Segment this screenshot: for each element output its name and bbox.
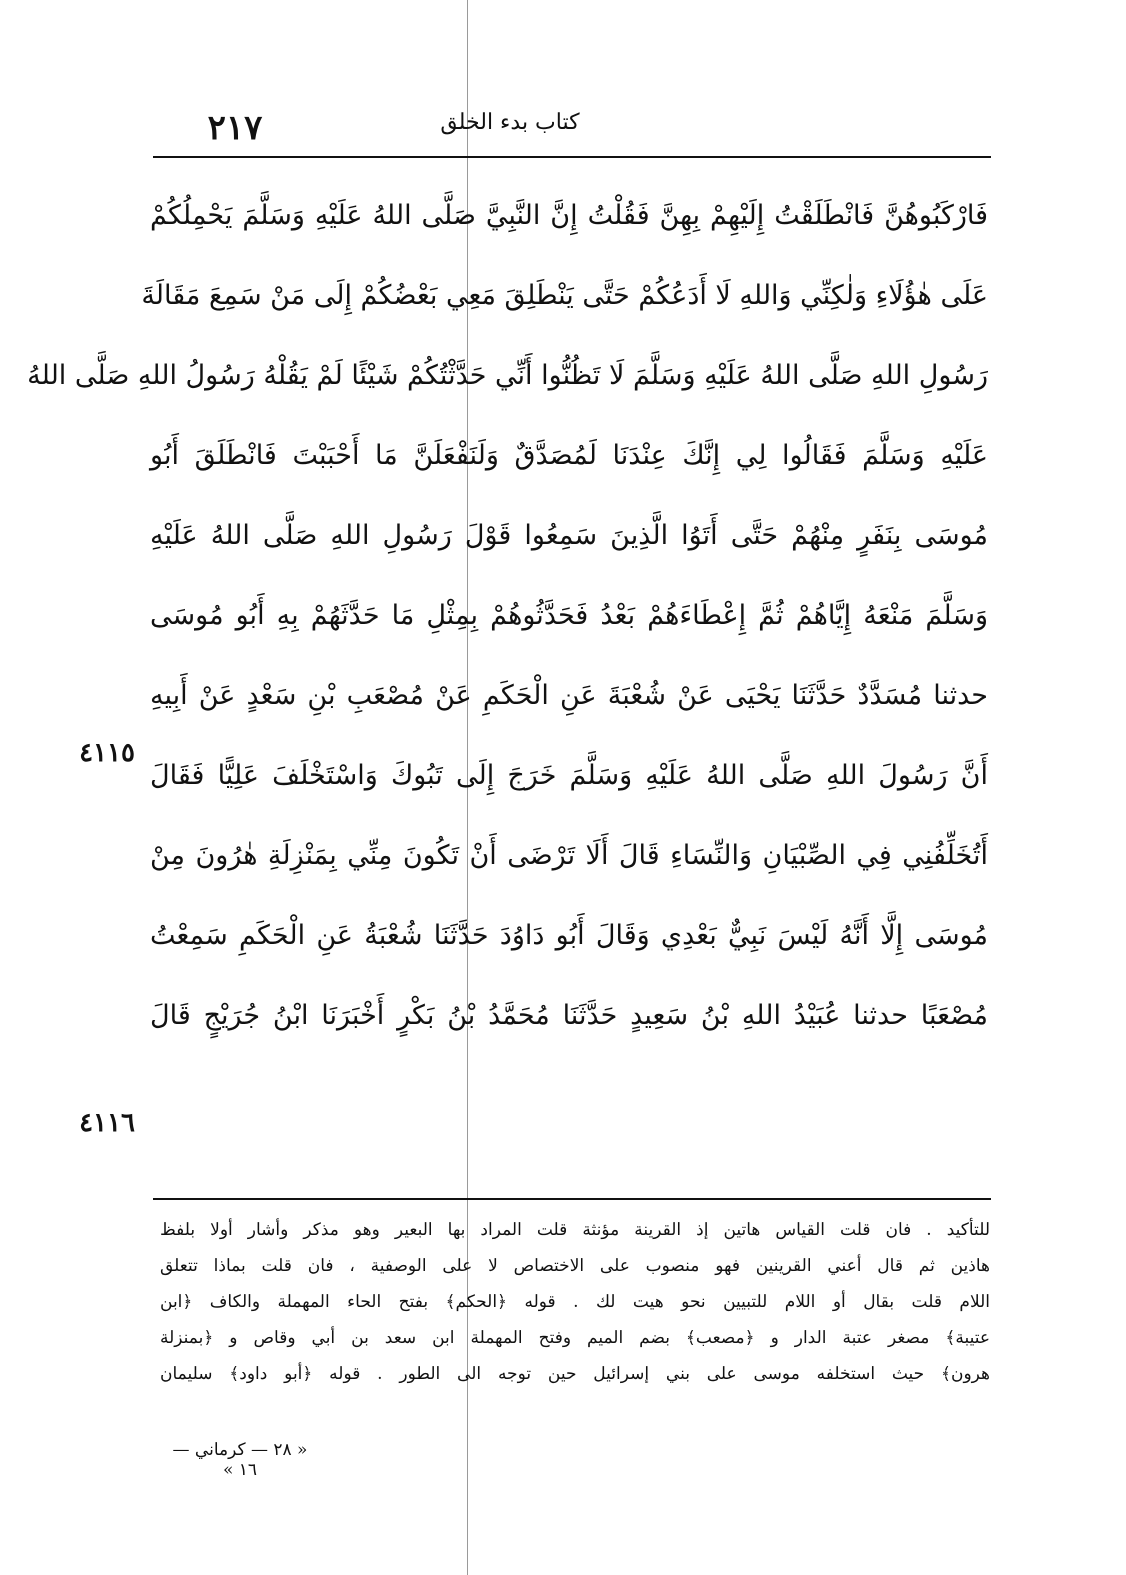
footnotes [160, 1212, 990, 1392]
text-line: مُصْعَبًا حدثنا عُبَيْدُ اللهِ بْنُ سَعِيدٍ حَدَّثَنَا مُحَمَّدُ بْنُ بَكْرٍ أَخْبَرَنَا ابْنُ جُرَيْجٍ قَالَ [150, 1000, 989, 1031]
footnote-line: اللام قلت بقال أو اللام للتبيين نحو هيت لك . قوله ﴿الحكم﴾ بفتح الحاء المهملة والكاف ﴿ابن [160, 1292, 990, 1312]
text-line: أَتُخَلِّفُنِي فِي الصِّبْيَانِ وَالنِّسَاءِ قَالَ أَلَا تَرْضَى أَنْ تَكُونَ مِنِّي بِمَنْزِلَةِ هٰرُونَ مِنْ [150, 840, 988, 871]
footnote-rule [153, 1198, 991, 1200]
text-line: مُوسَى بِنَفَرٍ مِنْهُمْ حَتَّى أَتَوُا الَّذِينَ سَمِعُوا قَوْلَ رَسُولِ اللهِ صَلَّى اللهُ عَلَيْهِ [150, 520, 988, 551]
footnote-line: هرون﴾ حيث استخلفه موسى على بني إسرائيل حين توجه الى الطور . قوله ﴿أبو داود﴾ سليمان [160, 1364, 990, 1384]
hadith-number: ٤١١٥ [79, 738, 135, 768]
text-line: مُوسَى إِلَّا أَنَّهُ لَيْسَ نَبِيٌّ بَعْدِي وَقَالَ أَبُو دَاوُدَ حَدَّثَنَا شُعْبَةُ عَنِ الْحَكَمِ سَمِعْتُ [150, 920, 988, 951]
text-line: وَسَلَّمَ مَنْعَهُ إِيَّاهُمْ ثُمَّ إِعْطَاءَهُمْ بَعْدُ فَحَدَّثُوهُمْ بِمِثْلِ مَا حَدَّثَهُمْ بِهِ أَبُو مُوسَى [150, 600, 988, 631]
footnote-line: للتأكيد . فان قلت القياس هاتين إذ القرينة مؤنثة قلت المراد بها البعير وهو مذكر وأشار أولا بلفظ [160, 1220, 990, 1240]
text-line: حدثنا مُسَدَّدٌ حَدَّثَنَا يَحْيَى عَنْ شُعْبَةَ عَنِ الْحَكَمِ عَنْ مُصْعَبِ بْنِ سَعْدٍ عَنْ أَبِيهِ [150, 680, 988, 711]
hadith-number: ٤١١٦ [79, 1108, 135, 1138]
text-line: رَسُولِ اللهِ صَلَّى اللهُ عَلَيْهِ وَسَلَّمَ لَا تَظُنُّوا أَنِّي حَدَّثْتُكُمْ شَيْئًا لَمْ يَقُلْهُ رَسُولُ اللهِ صَلَّى اللهُ [27, 360, 988, 391]
header-rule [153, 156, 991, 158]
footnote-line: هاذين ثم قال أعني القرينين فهو منصوب على الاختصاص لا على الوصفية ، فان قلت بماذا تتعلق [160, 1256, 990, 1276]
text-line: أَنَّ رَسُولَ اللهِ صَلَّى اللهُ عَلَيْهِ وَسَلَّمَ خَرَجَ إِلَى تَبُوكَ وَاسْتَخْلَفَ عَلِيًّا فَقَالَ [150, 760, 988, 791]
running-title: كتاب بدء الخلق [440, 110, 580, 135]
text-line: فَارْكَبُوهُنَّ فَانْطَلَقْتُ إِلَيْهِمْ بِهِنَّ فَقُلْتُ إِنَّ النَّبِيَّ صَلَّى اللهُ عَلَيْهِ وَسَلَّمَ يَحْمِلُكُمْ [150, 200, 988, 231]
text-line: عَلَى هٰؤُلَاءِ وَلٰكِنِّي وَاللهِ لَا أَدَعُكُمْ حَتَّى يَنْطَلِقَ مَعِي بَعْضُكُمْ إِلَى مَنْ سَمِعَ مَقَالَةَ [141, 280, 988, 311]
footnote-line: عتيبة﴾ مصغر عتبة الدار و ﴿مصعب﴾ بضم الميم وفتح المهملة ابن سعد بن أبي وقاص و ﴿بمنزلة [160, 1328, 990, 1348]
text-line: عَلَيْهِ وَسَلَّمَ فَقَالُوا لِي إِنَّكَ عِنْدَنَا لَمُصَدَّقٌ وَلَنَفْعَلَنَّ مَا أَحْبَبْتَ فَانْطَلَقَ أَبُو [150, 440, 988, 471]
printer-signature: « ٢٨ — كرماني — ١٦ » [172, 1440, 308, 1480]
page-number: ٢١٧ [207, 108, 263, 148]
